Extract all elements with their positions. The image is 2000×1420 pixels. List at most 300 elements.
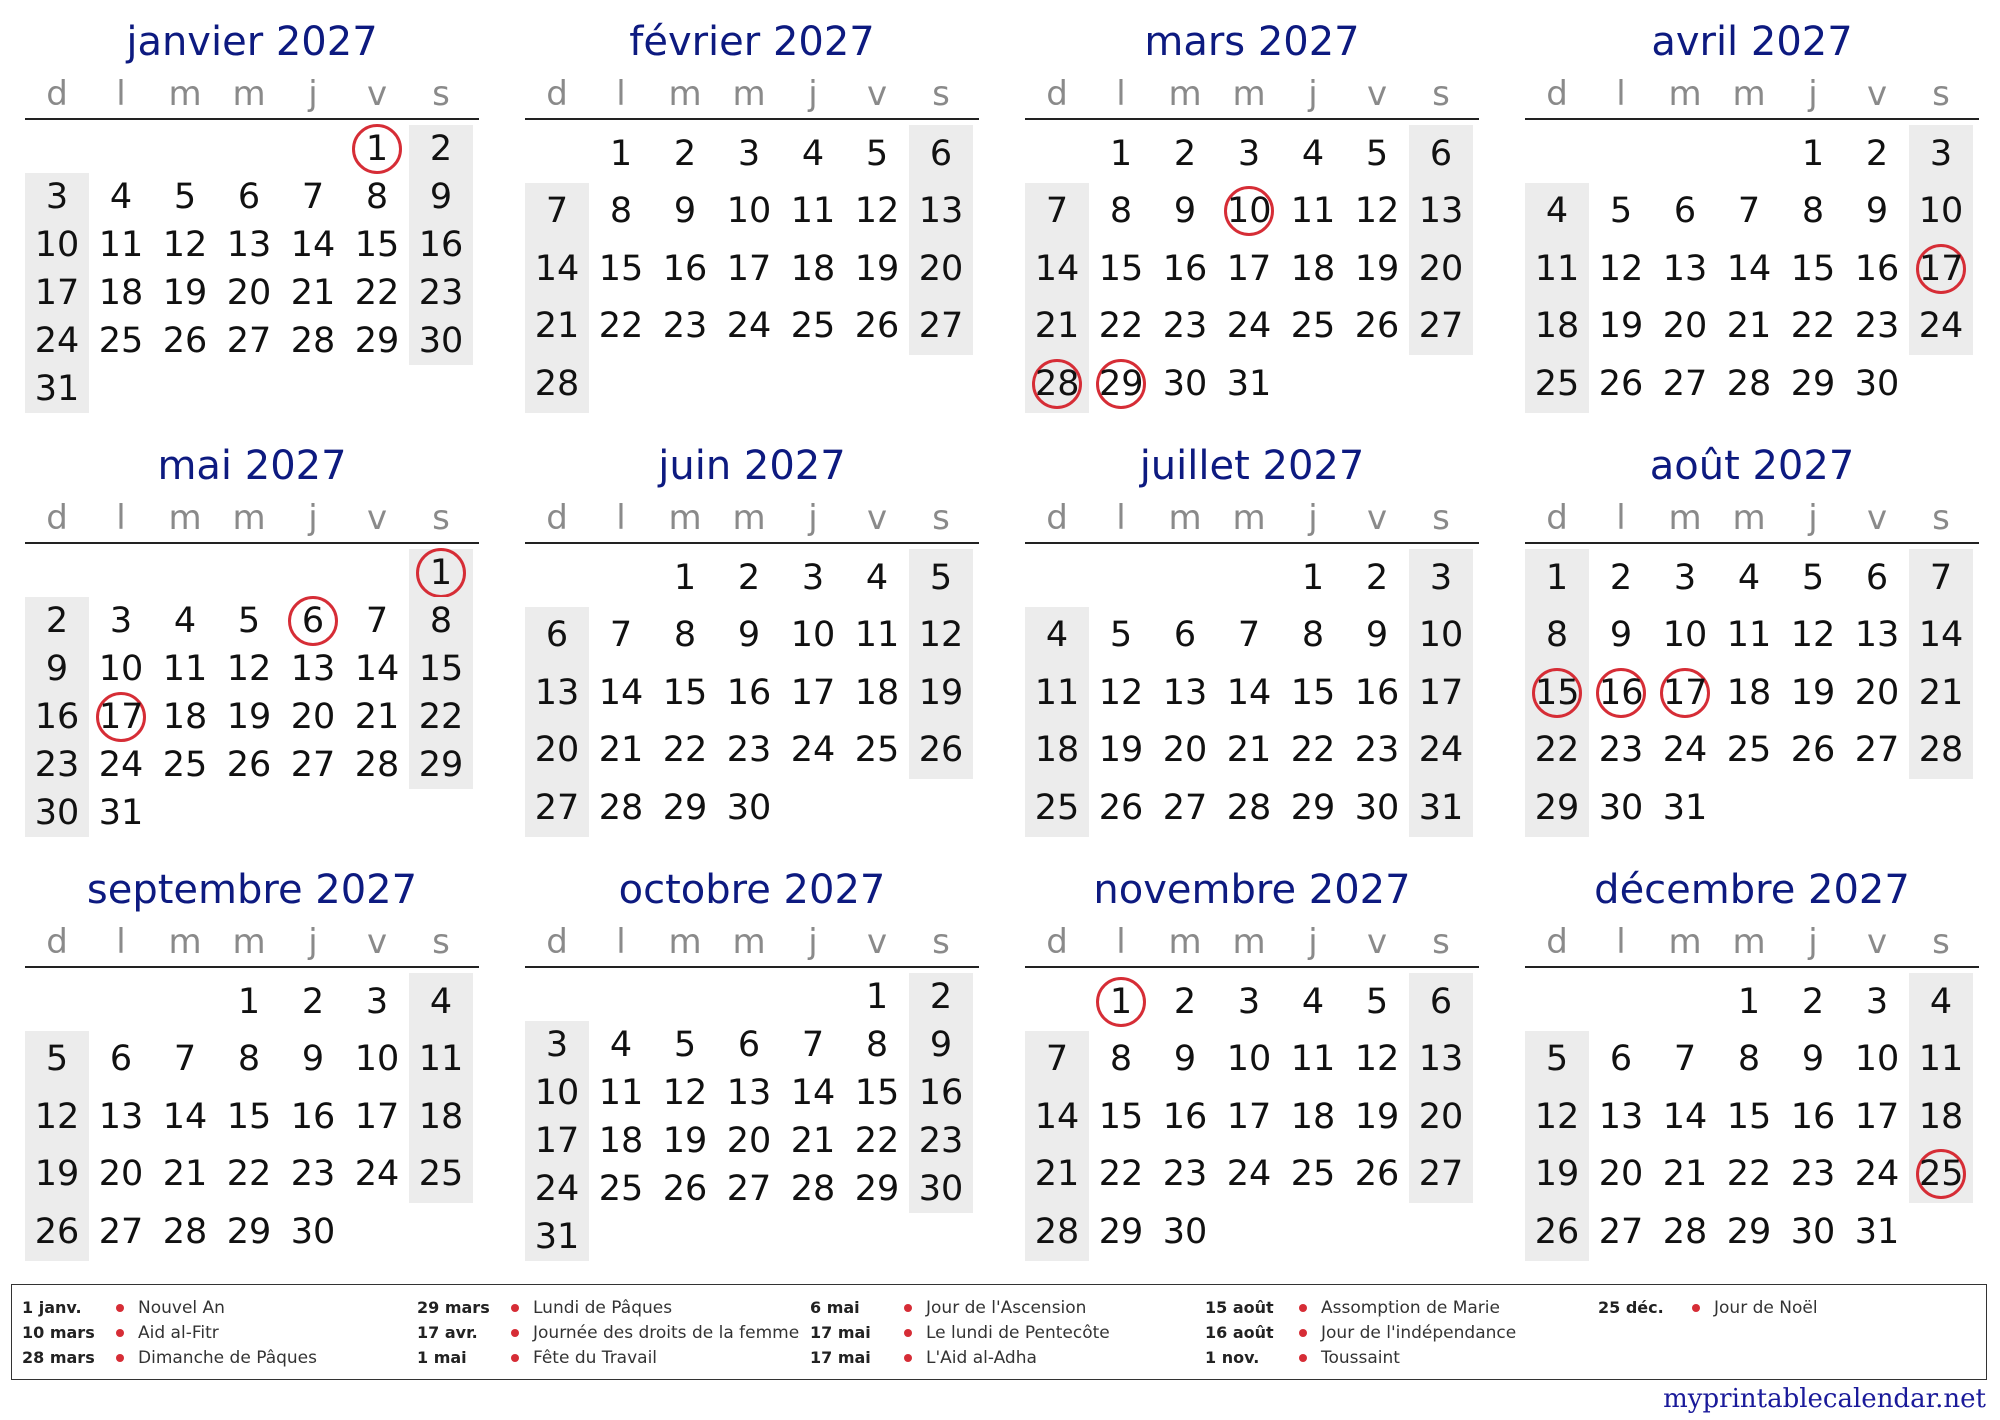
day-cell[interactable]: 22 — [1290, 730, 1336, 771]
day-cell[interactable]: 2 — [1865, 133, 1889, 174]
day-cell[interactable]: 21 — [1662, 1154, 1708, 1195]
day-cell[interactable]: 27 — [98, 1211, 144, 1252]
day-cell[interactable]: 17 — [790, 672, 836, 713]
day-cell[interactable]: 9 — [1801, 1039, 1825, 1080]
day-cell[interactable]: 7 — [1025, 1031, 1089, 1089]
day-cell[interactable]: 14 — [525, 240, 589, 298]
day-cell[interactable]: 7 — [609, 615, 633, 656]
day-cell[interactable]: 6 — [1673, 191, 1697, 232]
day-cell[interactable]: 11 — [1909, 1031, 1973, 1089]
day-cell[interactable]: 23 — [1598, 730, 1644, 771]
day-cell[interactable]: 27 — [525, 779, 589, 837]
day-cell[interactable]: 12 — [25, 1088, 89, 1146]
day-cell[interactable]: 6 — [1609, 1039, 1633, 1080]
day-cell[interactable]: 14 — [162, 1096, 208, 1137]
day-cell[interactable]: 15 — [354, 225, 400, 265]
day-cell[interactable]: 9 — [1865, 191, 1889, 232]
day-cell[interactable]: 20 — [525, 722, 589, 780]
day-cell[interactable]: 22 — [1098, 306, 1144, 347]
day-cell[interactable]: 24 — [726, 306, 772, 347]
day-cell[interactable]: 24 — [1409, 722, 1473, 780]
day-cell[interactable]: 24 — [1226, 1154, 1272, 1195]
day-cell[interactable]: 4 — [1737, 557, 1761, 598]
day-cell[interactable]: 31 — [25, 365, 89, 413]
day-cell[interactable]: 17 — [354, 1096, 400, 1137]
day-cell[interactable]: 22 — [226, 1154, 272, 1195]
holiday-day-cell[interactable]: 16 — [1589, 664, 1653, 722]
day-cell[interactable]: 6 — [525, 607, 589, 665]
day-cell[interactable]: 14 — [1226, 672, 1272, 713]
day-cell[interactable]: 29 — [354, 321, 400, 361]
day-cell[interactable]: 8 — [673, 615, 697, 656]
day-cell[interactable]: 12 — [1098, 672, 1144, 713]
day-cell[interactable]: 5 — [237, 601, 261, 641]
day-cell[interactable]: 7 — [301, 177, 325, 217]
day-cell[interactable]: 3 — [365, 981, 389, 1022]
day-cell[interactable]: 29 — [854, 1169, 900, 1209]
day-cell[interactable]: 30 — [1162, 363, 1208, 404]
day-cell[interactable]: 27 — [1409, 1146, 1473, 1204]
day-cell[interactable]: 1 — [1301, 557, 1325, 598]
day-cell[interactable]: 2 — [737, 557, 761, 598]
day-cell[interactable]: 11 — [790, 191, 836, 232]
day-cell[interactable]: 10 — [790, 615, 836, 656]
day-cell[interactable]: 9 — [1365, 615, 1389, 656]
day-cell[interactable]: 30 — [1354, 787, 1400, 828]
day-cell[interactable]: 28 — [1909, 722, 1973, 780]
day-cell[interactable]: 16 — [662, 248, 708, 289]
day-cell[interactable]: 26 — [226, 745, 272, 785]
day-cell[interactable]: 15 — [854, 1073, 900, 1113]
day-cell[interactable]: 31 — [1662, 787, 1708, 828]
day-cell[interactable]: 15 — [409, 645, 473, 693]
holiday-day-cell[interactable]: 10 — [1217, 183, 1281, 241]
day-cell[interactable]: 29 — [1790, 363, 1836, 404]
day-cell[interactable]: 2 — [1173, 981, 1197, 1022]
day-cell[interactable]: 10 — [1662, 615, 1708, 656]
day-cell[interactable]: 3 — [1237, 981, 1261, 1022]
day-cell[interactable]: 26 — [1354, 306, 1400, 347]
day-cell[interactable]: 30 — [1598, 787, 1644, 828]
day-cell[interactable]: 11 — [98, 225, 144, 265]
day-cell[interactable]: 7 — [801, 1025, 825, 1065]
day-cell[interactable]: 17 — [25, 269, 89, 317]
day-cell[interactable]: 26 — [25, 1203, 89, 1261]
day-cell[interactable]: 8 — [1109, 191, 1133, 232]
day-cell[interactable]: 6 — [109, 1039, 133, 1080]
day-cell[interactable]: 17 — [1226, 248, 1272, 289]
day-cell[interactable]: 8 — [1301, 615, 1325, 656]
day-cell[interactable]: 16 — [1854, 248, 1900, 289]
day-cell[interactable]: 21 — [1909, 664, 1973, 722]
day-cell[interactable]: 17 — [1854, 1096, 1900, 1137]
day-cell[interactable]: 11 — [598, 1073, 644, 1113]
day-cell[interactable]: 24 — [98, 745, 144, 785]
day-cell[interactable]: 22 — [1525, 722, 1589, 780]
day-cell[interactable]: 22 — [854, 1121, 900, 1161]
day-cell[interactable]: 21 — [162, 1154, 208, 1195]
day-cell[interactable]: 21 — [1726, 306, 1772, 347]
day-cell[interactable]: 5 — [173, 177, 197, 217]
day-cell[interactable]: 20 — [1598, 1154, 1644, 1195]
day-cell[interactable]: 8 — [609, 191, 633, 232]
day-cell[interactable]: 27 — [1162, 787, 1208, 828]
holiday-day-cell[interactable]: 1 — [1089, 973, 1153, 1031]
holiday-day-cell[interactable]: 15 — [1525, 664, 1589, 722]
day-cell[interactable]: 27 — [226, 321, 272, 361]
day-cell[interactable]: 22 — [1098, 1154, 1144, 1195]
day-cell[interactable]: 1 — [237, 981, 261, 1022]
day-cell[interactable]: 24 — [790, 730, 836, 771]
day-cell[interactable]: 17 — [525, 1117, 589, 1165]
day-cell[interactable]: 16 — [1162, 248, 1208, 289]
day-cell[interactable]: 27 — [909, 298, 973, 356]
day-cell[interactable]: 13 — [1409, 1031, 1473, 1089]
day-cell[interactable]: 18 — [790, 248, 836, 289]
holiday-day-cell[interactable]: 1 — [409, 549, 473, 597]
day-cell[interactable]: 9 — [1173, 1039, 1197, 1080]
day-cell[interactable]: 30 — [25, 789, 89, 837]
day-cell[interactable]: 4 — [865, 557, 889, 598]
day-cell[interactable]: 1 — [609, 133, 633, 174]
day-cell[interactable]: 1 — [1525, 549, 1589, 607]
day-cell[interactable]: 29 — [1290, 787, 1336, 828]
day-cell[interactable]: 15 — [226, 1096, 272, 1137]
day-cell[interactable]: 8 — [237, 1039, 261, 1080]
day-cell[interactable]: 3 — [801, 557, 825, 598]
day-cell[interactable]: 27 — [1598, 1211, 1644, 1252]
day-cell[interactable]: 6 — [737, 1025, 761, 1065]
day-cell[interactable]: 10 — [525, 1069, 589, 1117]
day-cell[interactable]: 18 — [98, 273, 144, 313]
day-cell[interactable]: 15 — [1790, 248, 1836, 289]
day-cell[interactable]: 22 — [1790, 306, 1836, 347]
day-cell[interactable]: 12 — [1598, 248, 1644, 289]
day-cell[interactable]: 20 — [1854, 672, 1900, 713]
day-cell[interactable]: 16 — [909, 1069, 973, 1117]
day-cell[interactable]: 15 — [1290, 672, 1336, 713]
day-cell[interactable]: 16 — [25, 693, 89, 741]
day-cell[interactable]: 3 — [1909, 125, 1973, 183]
holiday-day-cell[interactable]: 1 — [345, 125, 409, 173]
day-cell[interactable]: 19 — [909, 664, 973, 722]
day-cell[interactable]: 27 — [726, 1169, 772, 1209]
day-cell[interactable]: 1 — [1109, 133, 1133, 174]
day-cell[interactable]: 24 — [1909, 298, 1973, 356]
day-cell[interactable]: 25 — [1290, 306, 1336, 347]
day-cell[interactable]: 19 — [854, 248, 900, 289]
day-cell[interactable]: 23 — [1790, 1154, 1836, 1195]
day-cell[interactable]: 21 — [525, 298, 589, 356]
day-cell[interactable]: 26 — [1098, 787, 1144, 828]
day-cell[interactable]: 28 — [1025, 1203, 1089, 1261]
day-cell[interactable]: 20 — [98, 1154, 144, 1195]
day-cell[interactable]: 7 — [1673, 1039, 1697, 1080]
day-cell[interactable]: 21 — [290, 273, 336, 313]
day-cell[interactable]: 1 — [673, 557, 697, 598]
day-cell[interactable]: 27 — [1854, 730, 1900, 771]
day-cell[interactable]: 19 — [226, 697, 272, 737]
day-cell[interactable]: 19 — [1525, 1146, 1589, 1204]
day-cell[interactable]: 25 — [854, 730, 900, 771]
day-cell[interactable]: 3 — [1673, 557, 1697, 598]
day-cell[interactable]: 26 — [909, 722, 973, 780]
day-cell[interactable]: 28 — [525, 355, 589, 413]
day-cell[interactable]: 1 — [1737, 981, 1761, 1022]
day-cell[interactable]: 28 — [598, 787, 644, 828]
day-cell[interactable]: 10 — [726, 191, 772, 232]
day-cell[interactable]: 26 — [1354, 1154, 1400, 1195]
day-cell[interactable]: 20 — [1409, 240, 1473, 298]
day-cell[interactable]: 14 — [1726, 248, 1772, 289]
day-cell[interactable]: 12 — [909, 607, 973, 665]
day-cell[interactable]: 28 — [790, 1169, 836, 1209]
day-cell[interactable]: 5 — [909, 549, 973, 607]
day-cell[interactable]: 25 — [598, 1169, 644, 1209]
day-cell[interactable]: 16 — [726, 672, 772, 713]
day-cell[interactable]: 25 — [98, 321, 144, 361]
day-cell[interactable]: 16 — [1790, 1096, 1836, 1137]
holiday-day-cell[interactable]: 28 — [1025, 355, 1089, 413]
day-cell[interactable]: 22 — [409, 693, 473, 741]
day-cell[interactable]: 28 — [162, 1211, 208, 1252]
day-cell[interactable]: 8 — [1109, 1039, 1133, 1080]
day-cell[interactable]: 5 — [1365, 981, 1389, 1022]
day-cell[interactable]: 4 — [1301, 133, 1325, 174]
day-cell[interactable]: 5 — [25, 1031, 89, 1089]
day-cell[interactable]: 30 — [726, 787, 772, 828]
day-cell[interactable]: 18 — [854, 672, 900, 713]
day-cell[interactable]: 13 — [726, 1073, 772, 1113]
day-cell[interactable]: 20 — [290, 697, 336, 737]
day-cell[interactable]: 24 — [1226, 306, 1272, 347]
day-cell[interactable]: 28 — [1726, 363, 1772, 404]
day-cell[interactable]: 27 — [1662, 363, 1708, 404]
day-cell[interactable]: 5 — [865, 133, 889, 174]
day-cell[interactable]: 2 — [1173, 133, 1197, 174]
day-cell[interactable]: 30 — [409, 317, 473, 365]
day-cell[interactable]: 17 — [1409, 664, 1473, 722]
day-cell[interactable]: 18 — [1525, 298, 1589, 356]
day-cell[interactable]: 29 — [662, 787, 708, 828]
day-cell[interactable]: 11 — [1025, 664, 1089, 722]
day-cell[interactable]: 6 — [909, 125, 973, 183]
day-cell[interactable]: 28 — [1226, 787, 1272, 828]
day-cell[interactable]: 27 — [1409, 298, 1473, 356]
day-cell[interactable]: 10 — [1409, 607, 1473, 665]
day-cell[interactable]: 29 — [1525, 779, 1589, 837]
day-cell[interactable]: 29 — [409, 741, 473, 789]
day-cell[interactable]: 29 — [1726, 1211, 1772, 1252]
day-cell[interactable]: 14 — [290, 225, 336, 265]
day-cell[interactable]: 10 — [1854, 1039, 1900, 1080]
day-cell[interactable]: 19 — [1790, 672, 1836, 713]
day-cell[interactable]: 10 — [25, 221, 89, 269]
day-cell[interactable]: 19 — [162, 273, 208, 313]
day-cell[interactable]: 8 — [1737, 1039, 1761, 1080]
day-cell[interactable]: 3 — [25, 173, 89, 221]
day-cell[interactable]: 2 — [301, 981, 325, 1022]
day-cell[interactable]: 16 — [409, 221, 473, 269]
day-cell[interactable]: 3 — [1237, 133, 1261, 174]
day-cell[interactable]: 13 — [909, 183, 973, 241]
day-cell[interactable]: 19 — [662, 1121, 708, 1161]
day-cell[interactable]: 11 — [1525, 240, 1589, 298]
day-cell[interactable]: 28 — [290, 321, 336, 361]
day-cell[interactable]: 18 — [1909, 1088, 1973, 1146]
day-cell[interactable]: 7 — [173, 1039, 197, 1080]
day-cell[interactable]: 26 — [662, 1169, 708, 1209]
day-cell[interactable]: 23 — [25, 741, 89, 789]
day-cell[interactable]: 6 — [1865, 557, 1889, 598]
day-cell[interactable]: 14 — [790, 1073, 836, 1113]
day-cell[interactable]: 17 — [726, 248, 772, 289]
day-cell[interactable]: 12 — [226, 649, 272, 689]
day-cell[interactable]: 9 — [673, 191, 697, 232]
day-cell[interactable]: 10 — [98, 649, 144, 689]
day-cell[interactable]: 5 — [673, 1025, 697, 1065]
day-cell[interactable]: 4 — [173, 601, 197, 641]
day-cell[interactable]: 15 — [598, 248, 644, 289]
day-cell[interactable]: 3 — [1409, 549, 1473, 607]
day-cell[interactable]: 30 — [1162, 1211, 1208, 1252]
day-cell[interactable]: 3 — [109, 601, 133, 641]
day-cell[interactable]: 31 — [98, 793, 144, 833]
day-cell[interactable]: 4 — [1301, 981, 1325, 1022]
day-cell[interactable]: 2 — [909, 973, 973, 1021]
day-cell[interactable]: 9 — [301, 1039, 325, 1080]
day-cell[interactable]: 13 — [98, 1096, 144, 1137]
day-cell[interactable]: 5 — [1109, 615, 1133, 656]
day-cell[interactable]: 12 — [854, 191, 900, 232]
day-cell[interactable]: 14 — [1025, 1088, 1089, 1146]
day-cell[interactable]: 24 — [1854, 1154, 1900, 1195]
day-cell[interactable]: 18 — [1025, 722, 1089, 780]
day-cell[interactable]: 11 — [1290, 1039, 1336, 1080]
day-cell[interactable]: 15 — [1726, 1096, 1772, 1137]
day-cell[interactable]: 16 — [290, 1096, 336, 1137]
day-cell[interactable]: 31 — [525, 1213, 589, 1261]
day-cell[interactable]: 3 — [525, 1021, 589, 1069]
day-cell[interactable]: 30 — [1790, 1211, 1836, 1252]
day-cell[interactable]: 4 — [1525, 183, 1589, 241]
day-cell[interactable]: 14 — [1909, 607, 1973, 665]
day-cell[interactable]: 21 — [1226, 730, 1272, 771]
day-cell[interactable]: 30 — [290, 1211, 336, 1252]
day-cell[interactable]: 13 — [1162, 672, 1208, 713]
day-cell[interactable]: 22 — [354, 273, 400, 313]
day-cell[interactable]: 19 — [25, 1146, 89, 1204]
day-cell[interactable]: 12 — [1354, 191, 1400, 232]
day-cell[interactable]: 13 — [290, 649, 336, 689]
day-cell[interactable]: 25 — [162, 745, 208, 785]
day-cell[interactable]: 20 — [909, 240, 973, 298]
day-cell[interactable]: 12 — [1525, 1088, 1589, 1146]
day-cell[interactable]: 8 — [409, 597, 473, 645]
day-cell[interactable]: 14 — [354, 649, 400, 689]
day-cell[interactable]: 10 — [354, 1039, 400, 1080]
day-cell[interactable]: 11 — [162, 649, 208, 689]
day-cell[interactable]: 21 — [1025, 298, 1089, 356]
day-cell[interactable]: 2 — [1609, 557, 1633, 598]
day-cell[interactable]: 4 — [1909, 973, 1973, 1031]
day-cell[interactable]: 22 — [662, 730, 708, 771]
day-cell[interactable]: 25 — [1290, 1154, 1336, 1195]
day-cell[interactable]: 20 — [1162, 730, 1208, 771]
day-cell[interactable]: 15 — [662, 672, 708, 713]
day-cell[interactable]: 9 — [909, 1021, 973, 1069]
day-cell[interactable]: 18 — [1290, 248, 1336, 289]
day-cell[interactable]: 25 — [1525, 355, 1589, 413]
day-cell[interactable]: 15 — [1098, 248, 1144, 289]
day-cell[interactable]: 28 — [1662, 1211, 1708, 1252]
day-cell[interactable]: 16 — [1162, 1096, 1208, 1137]
holiday-day-cell[interactable]: 25 — [1909, 1146, 1973, 1204]
day-cell[interactable]: 21 — [598, 730, 644, 771]
day-cell[interactable]: 7 — [525, 183, 589, 241]
day-cell[interactable]: 11 — [1726, 615, 1772, 656]
day-cell[interactable]: 17 — [1226, 1096, 1272, 1137]
day-cell[interactable]: 5 — [1609, 191, 1633, 232]
day-cell[interactable]: 18 — [1726, 672, 1772, 713]
day-cell[interactable]: 12 — [162, 225, 208, 265]
day-cell[interactable]: 23 — [1162, 1154, 1208, 1195]
day-cell[interactable]: 9 — [1609, 615, 1633, 656]
day-cell[interactable]: 30 — [1854, 363, 1900, 404]
day-cell[interactable]: 23 — [409, 269, 473, 317]
day-cell[interactable]: 9 — [409, 173, 473, 221]
day-cell[interactable]: 8 — [865, 1025, 889, 1065]
day-cell[interactable]: 4 — [109, 177, 133, 217]
day-cell[interactable]: 7 — [1909, 549, 1973, 607]
day-cell[interactable]: 2 — [673, 133, 697, 174]
day-cell[interactable]: 29 — [226, 1211, 272, 1252]
day-cell[interactable]: 13 — [1409, 183, 1473, 241]
day-cell[interactable]: 20 — [1662, 306, 1708, 347]
holiday-day-cell[interactable]: 17 — [89, 693, 153, 741]
day-cell[interactable]: 18 — [409, 1088, 473, 1146]
day-cell[interactable]: 6 — [237, 177, 261, 217]
day-cell[interactable]: 26 — [1525, 1203, 1589, 1261]
day-cell[interactable]: 31 — [1409, 779, 1473, 837]
day-cell[interactable]: 23 — [662, 306, 708, 347]
day-cell[interactable]: 18 — [598, 1121, 644, 1161]
day-cell[interactable]: 24 — [25, 317, 89, 365]
day-cell[interactable]: 20 — [226, 273, 272, 313]
day-cell[interactable]: 20 — [726, 1121, 772, 1161]
day-cell[interactable]: 21 — [1025, 1146, 1089, 1204]
day-cell[interactable]: 4 — [801, 133, 825, 174]
day-cell[interactable]: 8 — [1525, 607, 1589, 665]
day-cell[interactable]: 23 — [726, 730, 772, 771]
day-cell[interactable]: 18 — [1290, 1096, 1336, 1137]
day-cell[interactable]: 11 — [1290, 191, 1336, 232]
day-cell[interactable]: 3 — [737, 133, 761, 174]
day-cell[interactable]: 8 — [1801, 191, 1825, 232]
day-cell[interactable]: 24 — [1662, 730, 1708, 771]
day-cell[interactable]: 4 — [409, 973, 473, 1031]
day-cell[interactable]: 2 — [1801, 981, 1825, 1022]
day-cell[interactable]: 19 — [1598, 306, 1644, 347]
day-cell[interactable]: 15 — [1098, 1096, 1144, 1137]
day-cell[interactable]: 6 — [1409, 973, 1473, 1031]
day-cell[interactable]: 5 — [1365, 133, 1389, 174]
day-cell[interactable]: 11 — [854, 615, 900, 656]
day-cell[interactable]: 1 — [865, 977, 889, 1017]
day-cell[interactable]: 13 — [1854, 615, 1900, 656]
day-cell[interactable]: 4 — [1025, 607, 1089, 665]
day-cell[interactable]: 23 — [1354, 730, 1400, 771]
